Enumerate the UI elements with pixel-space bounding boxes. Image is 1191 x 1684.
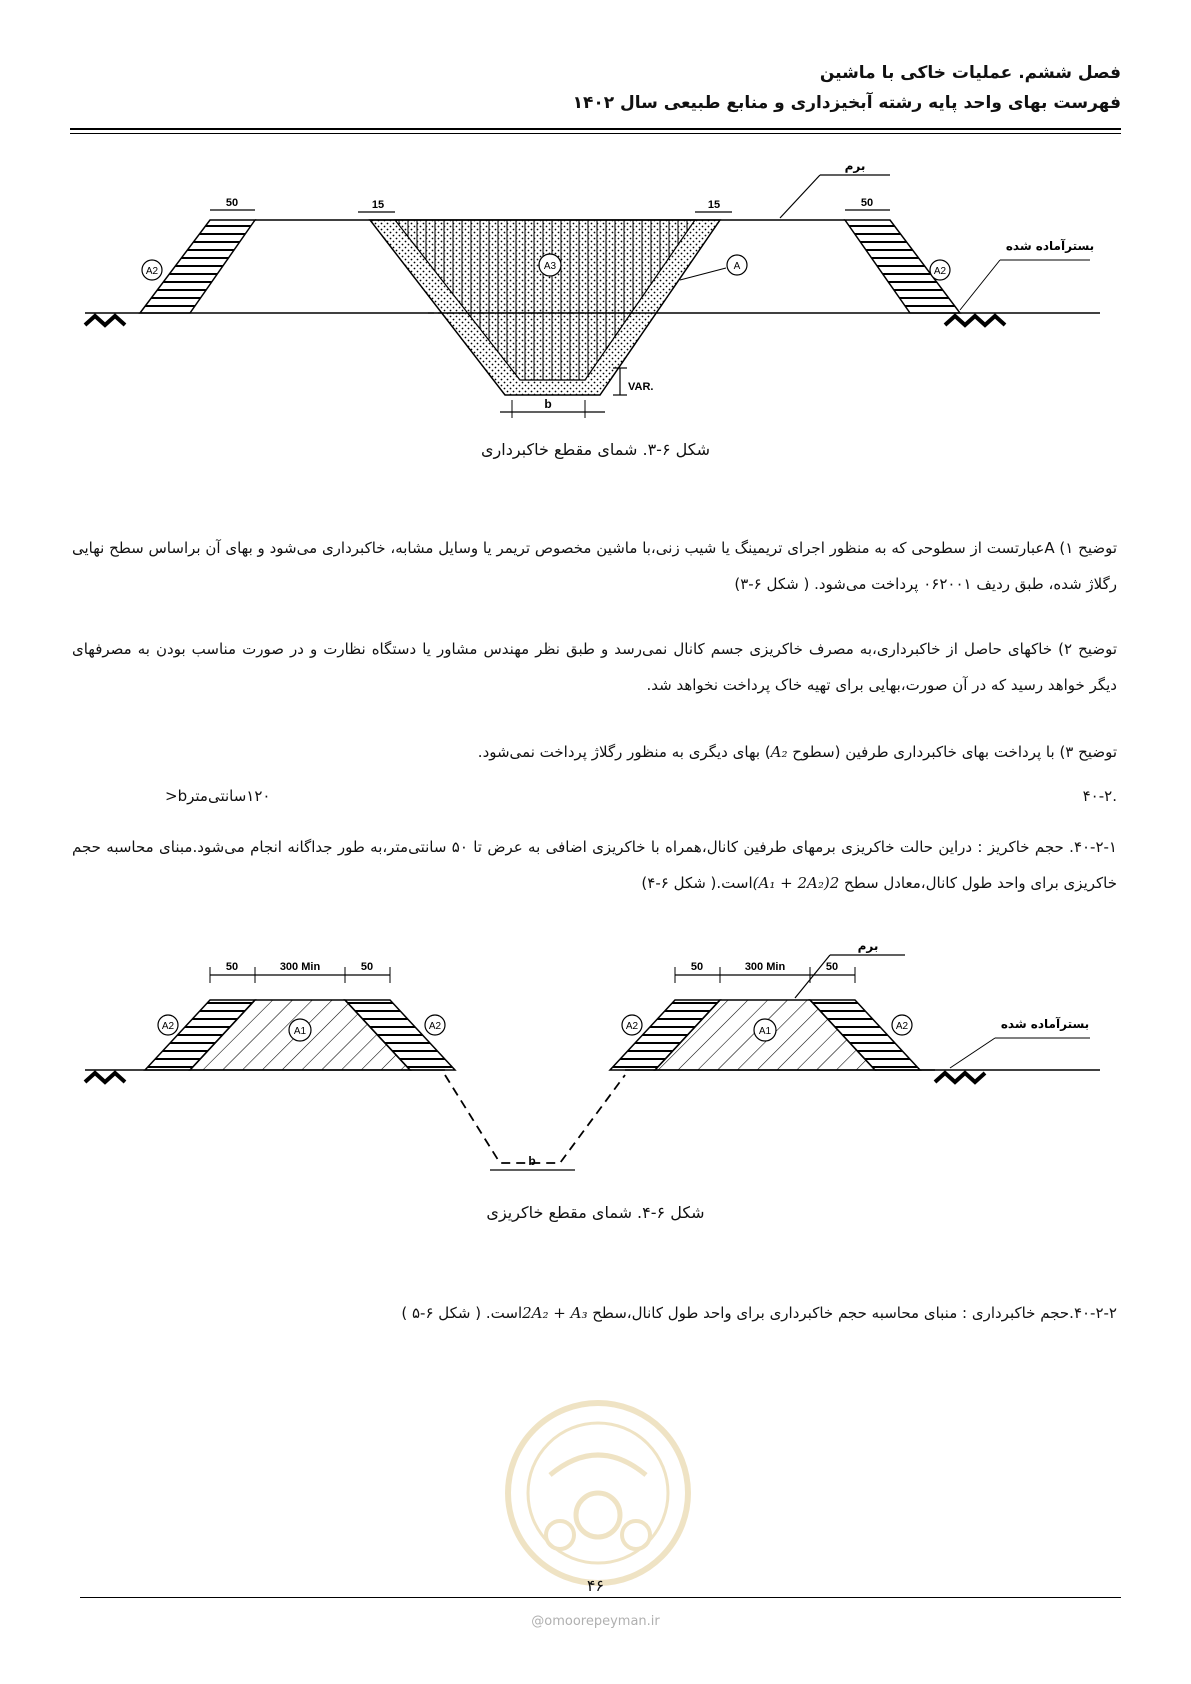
label-a2-1: A2 [161,1021,175,1032]
excavation-cross-section-diagram [80,150,1110,420]
section-40-2-2-math: 2A₂ + A₃ [522,1304,588,1322]
note-3 [72,734,1117,770]
label-a2-left: A2 [145,266,159,277]
header-rule-thick [70,128,1121,130]
prepared-bed-label-2: بسترآماده شده [1000,1017,1090,1031]
var-label: VAR. [628,381,654,393]
chapter-title: فصل ششم. عملیات خاکی با ماشین [819,63,1121,83]
footer-rule [80,1597,1121,1598]
section-40-2-1-text-after: است.( شکل ۶-۴) [641,874,753,892]
section-40-2-1-text: ۴۰-۲-۱. حجم خاکریز : دراین حالت خاکریزی برمهای طرفین کانال،همراه با خاکریزی اضافی به عرض تا ۵۰ سانتی‌متر،به طور جداگانه انجام می‌شود.مبنای محاسبه حجم خاکریزی برای واحد طول کانال،معادل سطح [72,838,1117,892]
section-40-2-number: .۴۰-۲ [1082,787,1117,805]
label-a1-left: A1 [293,1026,307,1037]
dim-15-right: 15 [707,199,721,211]
page-number: ۴۶ [586,1576,605,1595]
label-a2-right: A2 [933,266,947,277]
dim-50-a: 50 [225,961,239,973]
label-a1-right: A1 [758,1026,772,1037]
dim-b: b [544,397,552,411]
dim-50-b: 50 [360,961,374,973]
dim-50-right: 50 [860,197,874,209]
dim-15-left: 15 [371,199,385,211]
note-3-text-before: توضیح ۳) با پرداخت بهای خاکبرداری طرفین (سطوح [787,743,1117,761]
section-40-2-2-text-after: است. ( شکل ۶-۵ ) [401,1304,523,1322]
page-header [573,58,1121,118]
embankment-cross-section-diagram [80,935,1110,1175]
dim-50-c: 50 [690,961,704,973]
label-a2-3: A2 [625,1021,639,1032]
section-40-2-1 [72,829,1117,901]
document-subtitle: فهرست بهای واحد پایه رشته آبخیزداری و منابع طبیعی سال ۱۴۰۲ [572,93,1121,113]
section-40-2-2 [72,1295,1117,1331]
dim-300-left: 300 Min [279,961,321,973]
dim-300-right: 300 Min [744,961,786,973]
berm-label-2: برم [857,939,879,953]
section-40-2-1-math: 2(A₁ + 2A₂) [752,874,840,892]
berm-label: برم [844,159,866,173]
section-40-2-2-text: ۴۰-۲-۲.حجم خاکبرداری : منبای محاسبه حجم خاکبرداری برای واحد طول کانال،سطح [587,1304,1117,1322]
dim-b-2: b [528,1154,536,1168]
figure2-caption: شکل ۶-۴. شمای مقطع خاکریزی [486,1203,705,1222]
channel-outline-dashed [445,1075,625,1163]
label-a: A [733,261,741,272]
header-rule-thin [70,133,1121,134]
section-40-2-condition: ۱۲۰سانتی‌مترb< [165,787,271,805]
website-link[interactable]: @omoorepeyman.ir [531,1614,660,1629]
label-a3: A3 [543,261,557,272]
note-1: توضیح ۱) Aعبارتست از سطوحی که به منظور اجرای تریمینگ یا شیب زنی،با ماشین مخصوص تریمر یا وسایل مشابه، خاکبرداری می‌شود و بهای آن براساس سطح نهایی رگلاژ شده، طبق ردیف ۰۶۲۰۰۱ پرداخت می‌شود. ( شکل ۶-۳) [72,539,1118,593]
watermark-logo [500,1395,696,1591]
ground-symbol-left [85,316,125,325]
label-a2-2: A2 [428,1021,442,1032]
ground-symbol-left-2 [85,1073,125,1082]
dim-50-d: 50 [825,961,839,973]
ground-symbol-right [945,316,1005,325]
note-3-text-after: ) بهای دیگری به منظور رگلاژ پرداخت نمی‌شود. [477,743,771,761]
figure1-caption: شکل ۶-۳. شمای مقطع خاکبرداری [481,440,710,459]
dim-50-left: 50 [225,197,239,209]
note-2: توضیح ۲) خاکهای حاصل از خاکبرداری،به مصرف خاکریزی جسم کانال نمی‌رسد و طبق نظر مهندس مشاور یا دستگاه نظارت و در صورت مناسب بودن به مصرفهای دیگر خواهد رسید که در آن صورت،بهایی برای تهیه خاک پرداخت نخواهد شد. [72,640,1117,694]
note-3-math: A₂ [770,743,788,761]
ground-symbol-right-2 [935,1073,985,1082]
label-a2-4: A2 [895,1021,909,1032]
prepared-bed-label: بسترآماده شده [1005,239,1095,253]
